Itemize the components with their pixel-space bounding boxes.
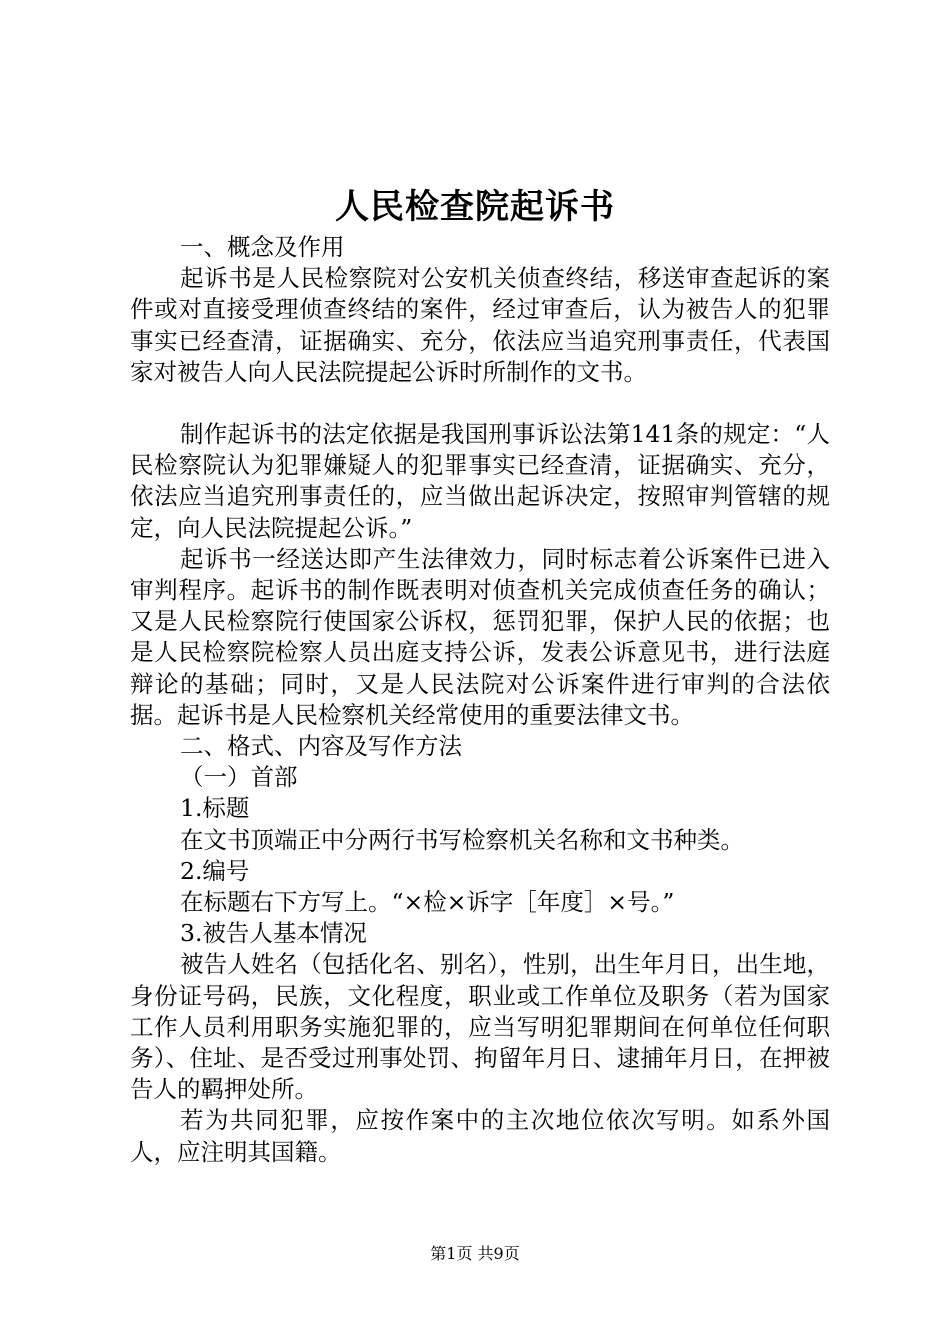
paragraph-defendant-info: 被告人姓名（包括化名、别名），性别，出生年月日，出生地，身份证号码，民族，文化程度，职业或工作单位及职务（若为国家工作人员利用职务实施犯罪的，应当写明犯罪期间在何单位任何职务）、住址、是否受过刑事处罚、拘留年月日、逮捕年月日，在押被告人的羁押处所。	[130, 950, 830, 1104]
paragraph-number-rule: 在标题右下方写上。“×检×诉字［年度］×号。”	[180, 888, 675, 917]
document-title: 人民检查院起诉书	[335, 187, 615, 227]
item-heading-defendant: 3.被告人基本情况	[180, 919, 367, 948]
document-body	[130, 232, 830, 1168]
section-heading-concept: 一、概念及作用	[180, 233, 345, 261]
section-heading-format: 二、格式、内容及写作方法	[180, 732, 462, 761]
paragraph-title-rule: 在文书顶端正中分两行书写检察机关名称和文书种类。	[180, 825, 744, 854]
paragraph-definition: 起诉书是人民检察院对公安机关侦查终结，移送审查起诉的案件或对直接受理侦查终结的案件，经过审查后，认为被告人的犯罪事实已经查清，证据确实、充分，依法应当追究刑事责任，代表国家对被告人向人民法院提起公诉时所制作的文书。	[130, 264, 830, 386]
paragraph-effect: 起诉书一经送达即产生法律效力，同时标志着公诉案件已进入审判程序。起诉书的制作既表明对侦查机关完成侦查任务的确认；又是人民检察院行使国家公诉权，惩罚犯罪，保护人民的依据；也是人民检察院检察人员出庭支持公诉，发表公诉意见书，进行法庭辩论的基础；同时，又是人民法院对公诉案件进行审判的合法依据。起诉书是人民检察机关经常使用的重要法律文书。	[130, 544, 830, 729]
item-heading-number: 2.编号	[180, 856, 250, 885]
item-heading-title: 1.标题	[180, 794, 250, 823]
page-footer: 第1页 共9页	[430, 1244, 520, 1263]
subsection-heading-header: （一）首部	[180, 763, 298, 792]
paragraph-joint-crime: 若为共同犯罪，应按作案中的主次地位依次写明。如系外国人，应注明其国籍。	[130, 1106, 830, 1166]
paragraph-legal-basis: 制作起诉书的法定依据是我国刑事诉讼法第141条的规定：“人民检察院认为犯罪嫌疑人的犯罪事实已经查清，证据确实、充分，依法应当追究刑事责任的，应当做出起诉决定，按照审判管辖的规定，向人民法院提起公诉。”	[130, 420, 830, 542]
